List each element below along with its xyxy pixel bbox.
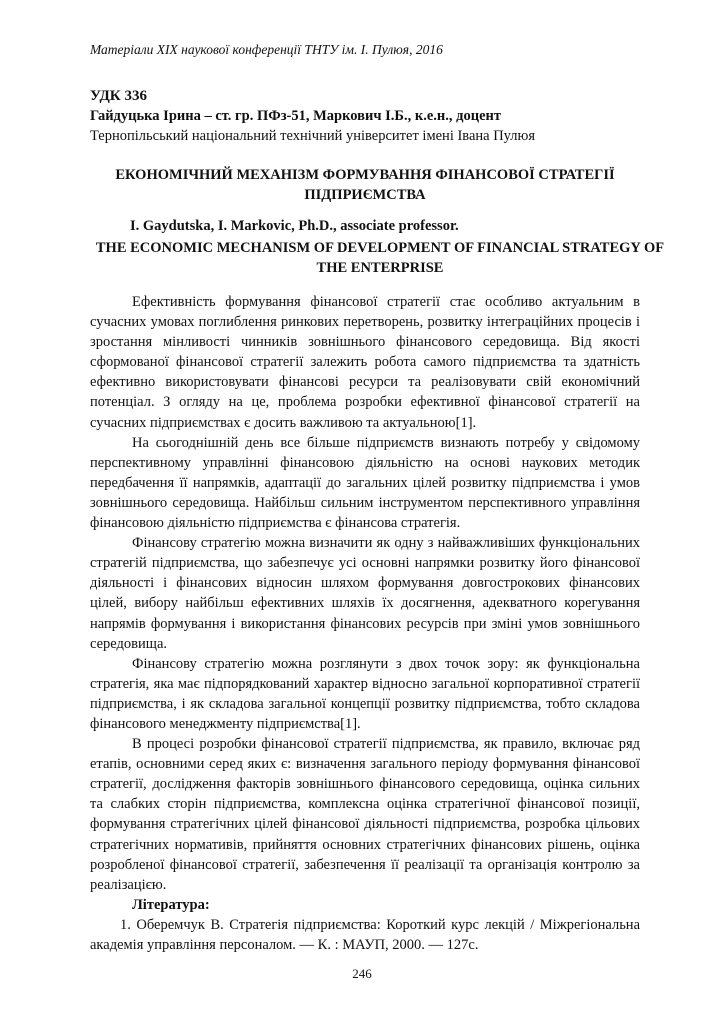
article-body xyxy=(90,292,640,955)
author-line: Гайдуцька Ірина – ст. гр. ПФз-51, Маркович І.Б., к.е.н., доцент xyxy=(90,108,501,124)
literature-heading: Література: xyxy=(132,896,210,913)
page-number: 246 xyxy=(352,966,372,981)
body-paragraph: В процесі розробки фінансової стратегії підприємства, як правило, включає ряд етапів, основними серед яких є: визначення загального періоду формування фінансової стратегії, дослідження факторів зовнішнього фінансового середовища, оцінка сильних та слабких сторін підприємства, комплексна оцінка стратегічної фінансової позиції, формування стратегічних цілей фінансової діяльності підприємства, розробка цільових стратегічних нормативів, прийняття основних стратегічних фінансових рішень, оцінка розробленої фінансової стратегії, забезпечення її реалізації та організація контролю за реалізацією. xyxy=(90,736,640,893)
body-paragraph: Фінансову стратегію можна визначити як одну з найважливіших функціональних стратегій підприємства, що забезпечує усі основні напрямки розвитку його фінансової діяльності і фінансових відносин шляхом формування довгострокових фінансових цілей, вибору найбільш ефективних шляхів їх досягнення, адекватного корегування напрямів формування і використання фінансових ресурсів при зміні умов зовнішнього середовища. xyxy=(90,535,640,652)
reference-item: 1. Оберемчук В. Стратегія підприємства: Короткий курс лекцій / Міжрегіональна академія управління персоналом. — К. : МАУП, 2000. — 127с. xyxy=(90,916,640,953)
running-header: Матеріали XIX наукової конференції ТНТУ ім. І. Пулюя, 2016 xyxy=(90,42,443,57)
body-paragraph: На сьогоднішній день все більше підприємств визнають потребу у свідомому перспективному управлінні фінансовою діяльністю на основі наукових методик передбачення її напрямків, адаптації до загальних цілей розвитку підприємства і умов зовнішнього середовища. Найбільш сильним інструментом перспективного управління фінансовою діяльністю підприємства є фінансова стратегія. xyxy=(90,434,640,532)
article-title-english: THE ECONOMIC MECHANISM OF DEVELOPMENT OF FINANCIAL STRATEGY OF THE ENTERPRISE xyxy=(95,240,665,276)
article-title-ukrainian: ЕКОНОМІЧНИЙ МЕХАНІЗМ ФОРМУВАННЯ ФІНАНСОВОЇ СТРАТЕГІЇ ПІДПРИЄМСТВА xyxy=(115,167,615,203)
udc-code: УДК 336 xyxy=(90,88,147,104)
affiliation: Тернопільський національний технічний університет імені Івана Пулюя xyxy=(90,128,536,144)
author-line-english: I. Gaydutska, I. Markovic, Ph.D., associate professor. xyxy=(130,218,459,234)
body-paragraph: Ефективність формування фінансової стратегії стає особливо актуальним в сучасних умовах поглиблення ринкових перетворень, розвитку інтеграційних процесів і зростання мінливості чинників зовнішнього фінансового середовища. Від якості сформованої фінансової стратегії залежить робота самого підприємства та здатність ефективно використовувати фінансові ресурси та реалізовувати свій економічний потенціал. З огляду на це, проблема розробки ефективної фінансової стратегії на сучасних підприємствах є досить важливою та актуальною[1]. xyxy=(90,294,640,431)
body-paragraph: Фінансову стратегію можна розглянути з двох точок зору: як функціональна стратегія, яка має підпорядкований характер відносно загальної корпоративної стратегії підприємства, і як складова загальної концепції розвитку підприємства, тобто складова фінансового менеджменту підприємства[1]. xyxy=(90,655,640,732)
